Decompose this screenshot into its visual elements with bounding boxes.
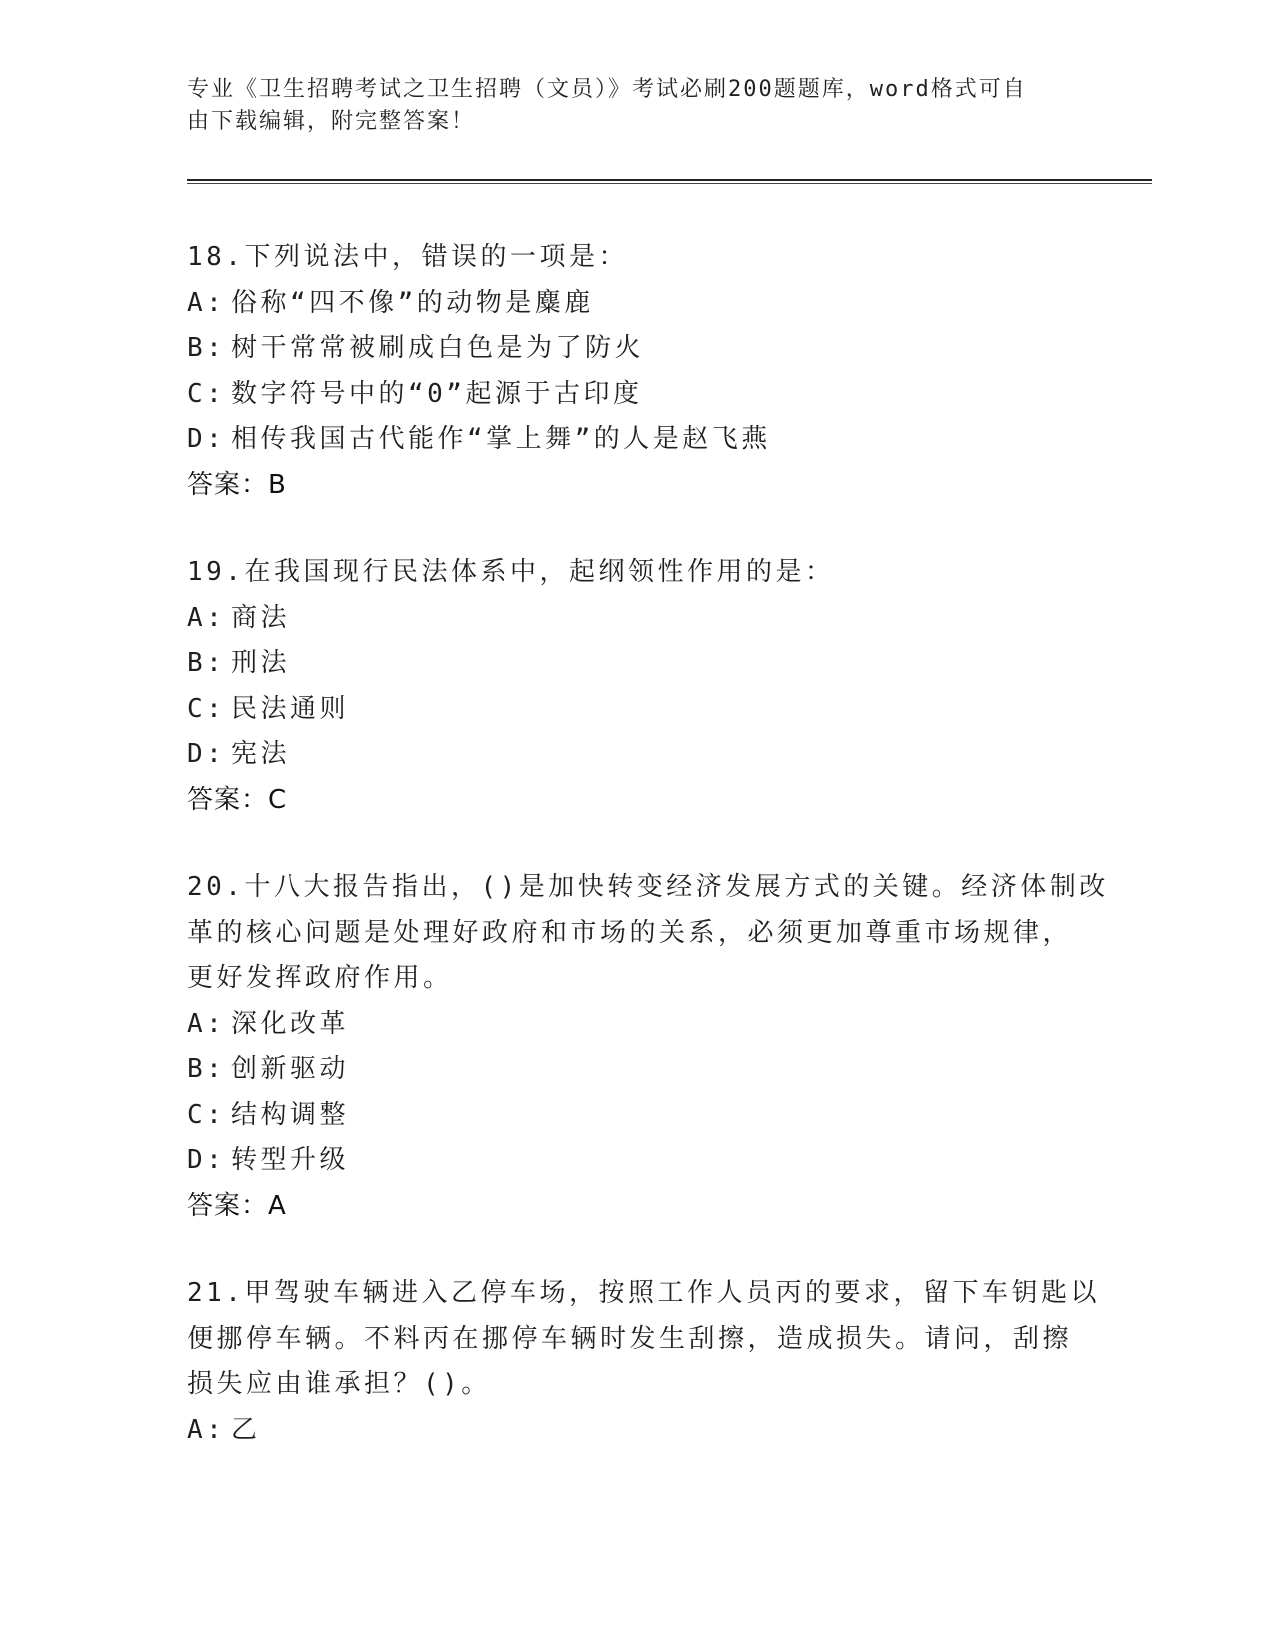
option-text: 深化改革 — [231, 1008, 350, 1039]
question-19 — [187, 550, 1087, 823]
question-stem-line: 更好发挥政府作用。 — [187, 963, 453, 993]
option-a — [187, 1408, 1087, 1454]
header-divider-thick — [187, 179, 1152, 181]
answer-line: 答案：A — [187, 1190, 287, 1221]
question-18 — [187, 235, 1087, 508]
option-text: 创新驱动 — [231, 1054, 350, 1084]
question-21 — [187, 1271, 1100, 1453]
option-letter: A: — [187, 287, 226, 318]
document-header — [187, 74, 1067, 138]
option-text: 俗称“四不像”的动物是麋鹿 — [231, 287, 594, 318]
option-text: 商法 — [231, 602, 291, 633]
question-stem-line: 便挪停车辆。不料丙在挪停车辆时发生刮擦，造成损失。请问，刮擦 — [187, 1323, 1073, 1354]
option-a — [187, 281, 1087, 327]
option-d — [187, 417, 1087, 463]
option-letter: B: — [187, 648, 226, 678]
answer-line: 答案：B — [187, 469, 287, 500]
option-letter: A: — [187, 602, 226, 633]
option-letter: D: — [187, 424, 226, 454]
question-stem — [187, 1271, 1100, 1408]
option-text: 树干常常被刷成白色是为了防火 — [231, 333, 645, 363]
question-stem — [187, 235, 1087, 281]
question-stem-line: 20.十八大报告指出，()是加快转变经济发展方式的关键。经济体制改 — [187, 872, 1109, 902]
question-stem — [187, 865, 1109, 1002]
option-text: 民法通则 — [231, 693, 350, 724]
answer-line: 答案：C — [187, 784, 288, 815]
question-stem — [187, 550, 1087, 596]
option-b — [187, 326, 1087, 372]
option-c — [187, 372, 1087, 418]
question-list — [187, 235, 1109, 1495]
option-a — [187, 596, 1087, 642]
question-stem-line: 损失应由谁承担？()。 — [187, 1369, 491, 1399]
option-letter: B: — [187, 333, 226, 363]
option-c — [187, 1093, 1087, 1139]
option-text: 相传我国古代能作“掌上舞”的人是赵飞燕 — [231, 424, 771, 454]
question-stem-line: 18.下列说法中，错误的一项是： — [187, 242, 628, 272]
question-stem-line: 19.在我国现行民法体系中，起纲领性作用的是： — [187, 557, 835, 587]
question-20 — [187, 865, 1109, 1229]
option-b — [187, 1047, 1087, 1093]
option-text: 数字符号中的“0”起源于古印度 — [231, 378, 643, 409]
option-letter: D: — [187, 739, 226, 769]
option-letter: C: — [187, 378, 226, 409]
option-letter: D: — [187, 1145, 226, 1175]
option-text: 乙 — [231, 1414, 261, 1445]
option-d — [187, 1138, 1087, 1184]
option-text: 宪法 — [231, 739, 291, 769]
header-divider-thin — [187, 183, 1152, 184]
option-text: 刑法 — [231, 648, 291, 678]
option-letter: C: — [187, 693, 226, 724]
header-line-2: 由下载编辑，附完整答案！ — [187, 109, 476, 134]
option-letter: A: — [187, 1414, 226, 1445]
option-d — [187, 732, 1087, 778]
option-c — [187, 687, 1087, 733]
option-text: 结构调整 — [231, 1099, 350, 1130]
option-letter: B: — [187, 1054, 226, 1084]
option-text: 转型升级 — [231, 1145, 350, 1175]
option-b — [187, 641, 1087, 687]
option-a — [187, 1002, 1087, 1048]
option-letter: A: — [187, 1008, 226, 1039]
header-line-1: 专业《卫生招聘考试之卫生招聘（文员）》考试必刷200题题库，word格式可自 — [187, 77, 1027, 102]
question-stem-line: 革的核心问题是处理好政府和市场的关系，必须更加尊重市场规律， — [187, 917, 1073, 948]
question-stem-line: 21.甲驾驶车辆进入乙停车场，按照工作人员丙的要求，留下车钥匙以 — [187, 1278, 1100, 1308]
option-letter: C: — [187, 1099, 226, 1130]
